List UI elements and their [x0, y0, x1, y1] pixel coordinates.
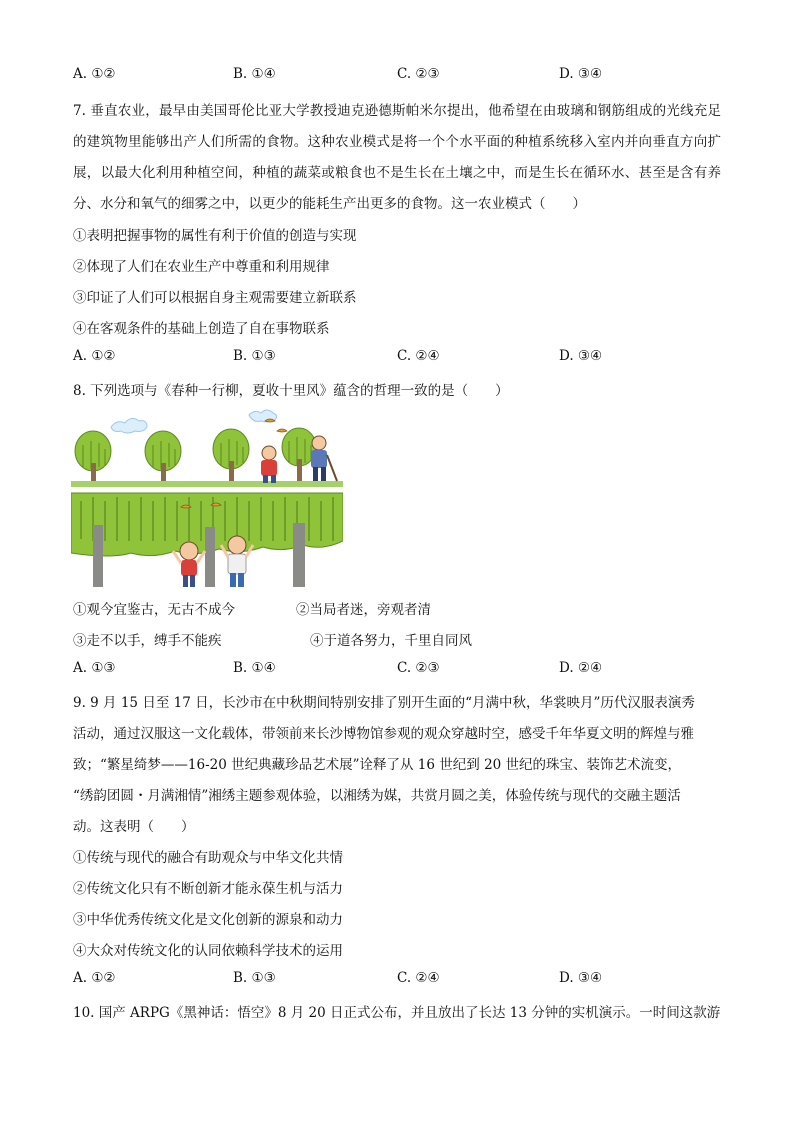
q6-option-c[interactable]: C. ②③ — [397, 66, 440, 82]
q8-option-d[interactable]: D. ②④ — [559, 660, 603, 676]
q9-statement-2: ②传统文化只有不断创新才能永葆生机与活力 — [73, 881, 343, 897]
q8-statement-2: ②当局者迷，旁观者清 — [296, 602, 431, 618]
q8-options — [73, 660, 733, 680]
willow-cartoon-illustration — [71, 405, 343, 589]
q7-option-c[interactable]: C. ②④ — [397, 348, 440, 364]
q9-stem-line-5: 动。这表明（ ） — [73, 819, 195, 835]
q10-stem: 10. 国产 ARPG《黑神话：悟空》8 月 20 日正式公布，并且放出了长达 13 分钟的实机演示。一时间这款游 — [73, 1005, 721, 1021]
q7-statement-1: ①表明把握事物的属性有利于价值的创造与实现 — [73, 228, 357, 244]
q7-stem: 7. 垂直农业，最早由美国哥伦比亚大学教授迪克逊德斯帕米尔提出，他希望在由玻璃和钢筋组成的光线充足的建筑物里能够出产人们所需的食物。这种农业模式是将一个个水平面的种植系统移入室内并向垂直方向扩展，以最大化利用种植空间，种植的蔬菜或粮食也不是生长在土壤之中，而是生长在循环水、甚至是含有养分、水分和氧气的细雾之中，以更少的能耗生产出更多的食物。这一农业模式（ ） — [73, 103, 721, 212]
q7-statement-2: ②体现了人们在农业生产中尊重和利用规律 — [73, 259, 330, 275]
q6-option-b[interactable]: B. ①④ — [233, 66, 276, 82]
q9-statement-1: ①传统与现代的融合有助观众与中华文化共情 — [73, 850, 343, 866]
q8-statement-1: ①观今宜鉴古，无古不成今 — [73, 602, 235, 618]
harvest-panel — [71, 489, 343, 589]
q7-option-b[interactable]: B. ①③ — [233, 348, 276, 364]
q6-options — [73, 66, 733, 86]
q6-option-a[interactable]: A. ①② — [73, 66, 116, 82]
q9-option-a[interactable]: A. ①② — [73, 970, 116, 986]
q8-option-c[interactable]: C. ②③ — [397, 660, 440, 676]
q9-stem-line-4: “绣韵团圆・月满湘情”湘绣主题参观体验，以湘绣为媒，共赏月圆之美，体验传统与现代的交融主题活 — [73, 788, 681, 804]
q7-statement-3: ③印证了人们可以根据自身主观需要建立新联系 — [73, 290, 357, 306]
q9-statement-3: ③中华优秀传统文化是文化创新的源泉和动力 — [73, 912, 343, 928]
q9-options — [73, 970, 733, 990]
q7-options — [73, 348, 733, 368]
q9-stem-line-2: 活动，通过汉服这一文化载体，带领前来长沙博物馆参观的观众穿越时空，感受千年华夏文明的辉煌与雅 — [73, 726, 694, 742]
q9-stem-line-1: 9. 9 月 15 日至 17 日，长沙市在中秋期间特别安排了别开生面的“月满中秋，华裳映月”历代汉服表演秀 — [73, 695, 695, 711]
q9-option-b[interactable]: B. ①③ — [233, 970, 276, 986]
q8-statement-3: ③走不以手，缚手不能疾 — [73, 633, 222, 649]
q8-statement-4: ④于道各努力，千里自同风 — [310, 633, 472, 649]
q9-option-c[interactable]: C. ②④ — [397, 970, 440, 986]
q9-option-d[interactable]: D. ③④ — [559, 970, 603, 986]
q8-stem: 8. 下列选项与《春种一行柳，夏收十里风》蕴含的哲理一致的是（ ） — [73, 383, 509, 399]
q9-stem-line-3: 致；“繁星绮梦——16-20 世纪典藏珍品艺术展”诠释了从 16 世纪到 20 世纪的珠宝、装饰艺术流变， — [73, 757, 682, 773]
q7-statement-4: ④在客观条件的基础上创造了自在事物联系 — [73, 321, 330, 337]
q6-option-d[interactable]: D. ③④ — [559, 66, 603, 82]
q7-option-a[interactable]: A. ①② — [73, 348, 116, 364]
q7-option-d[interactable]: D. ③④ — [559, 348, 603, 364]
q8-option-b[interactable]: B. ①④ — [233, 660, 276, 676]
planting-panel — [71, 405, 343, 487]
q8-option-a[interactable]: A. ①③ — [73, 660, 116, 676]
q9-statement-4: ④大众对传统文化的认同依赖科学技术的运用 — [73, 943, 343, 959]
